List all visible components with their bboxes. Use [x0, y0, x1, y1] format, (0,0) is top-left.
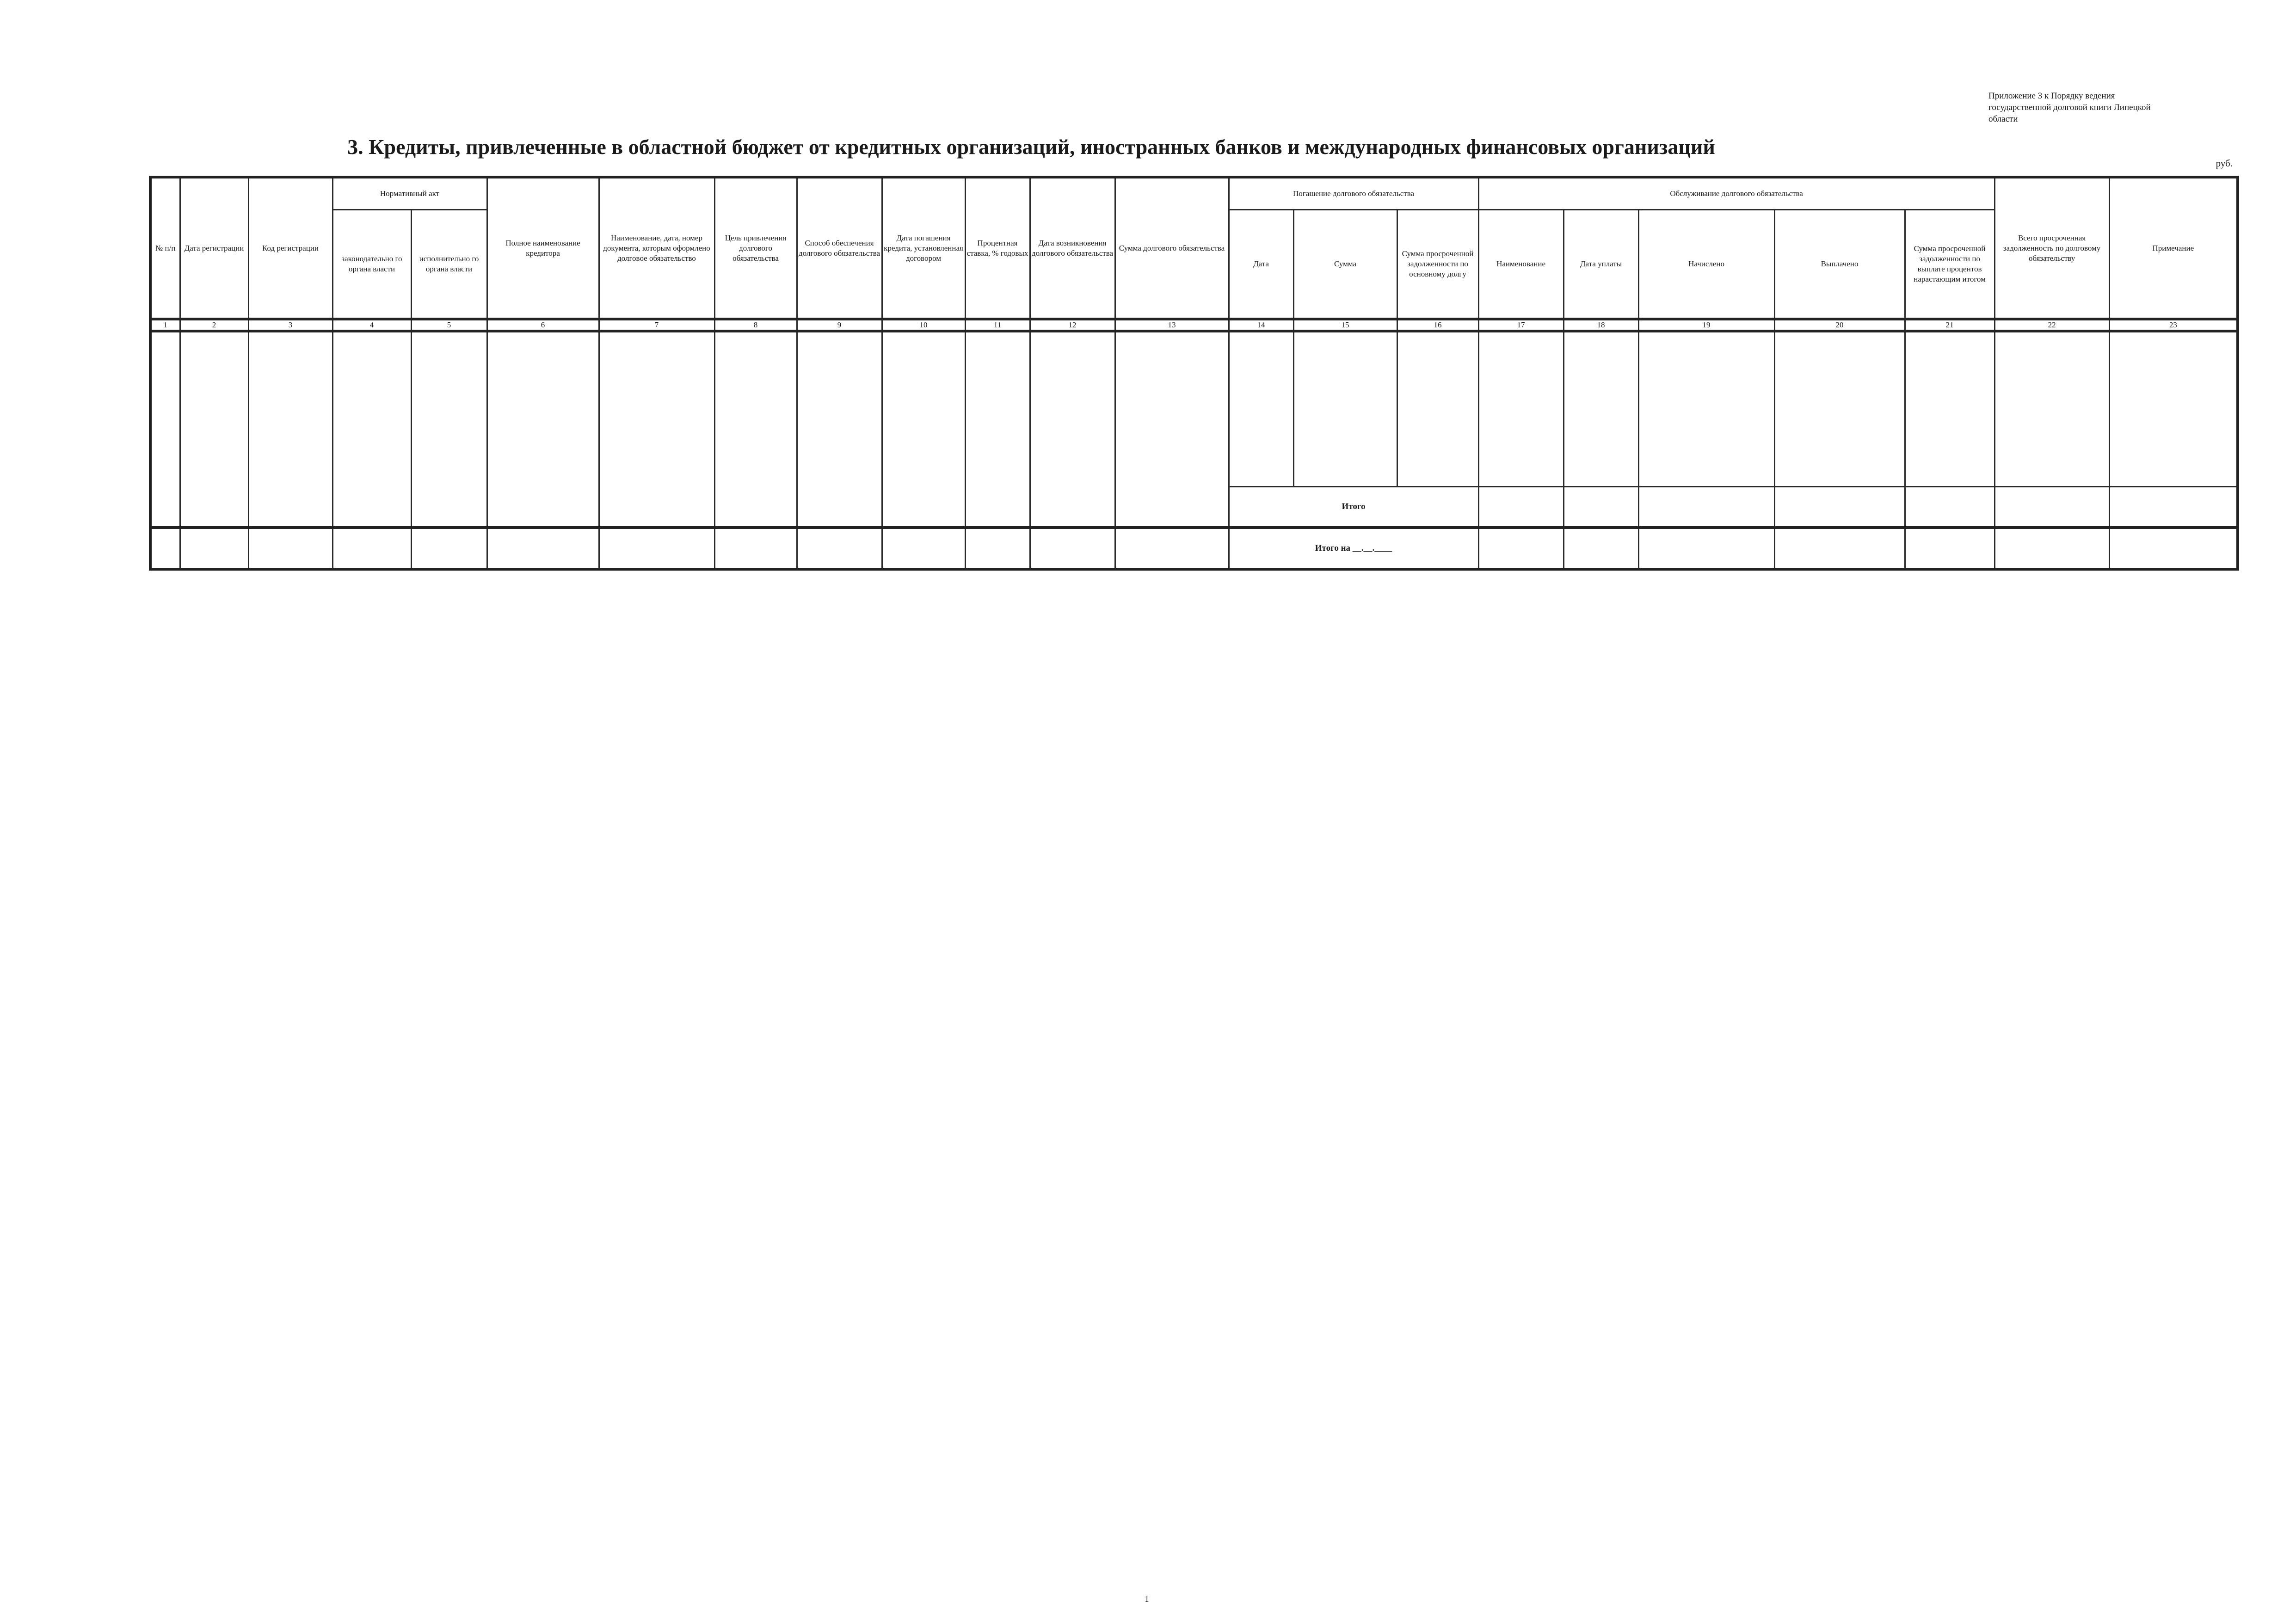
table-cell [1994, 487, 2109, 528]
table-cell [1563, 487, 1638, 528]
column-number: 7 [599, 319, 714, 331]
table-cell [1563, 331, 1638, 487]
header-security: Способ обеспечения долгового обязательства [797, 177, 882, 319]
table-cell [1638, 487, 1774, 528]
table-cell [180, 331, 248, 528]
header-repayment-sum: Сумма [1293, 210, 1397, 320]
column-number: 21 [1905, 319, 1994, 331]
table-cell [2109, 528, 2238, 569]
header-legislative: законодательно го органа власти [332, 210, 411, 320]
table-cell [411, 331, 487, 528]
column-number: 10 [882, 319, 965, 331]
header-repayment-date: Дата [1229, 210, 1293, 320]
table-cell [965, 528, 1030, 569]
itogo-na-label: Итого на __.__.____ [1229, 528, 1478, 569]
header-document: Наименование, дата, номер документа, которым оформлено долговое обязательство [599, 177, 714, 319]
itogo-na-row [150, 528, 2238, 569]
table-cell [714, 331, 797, 528]
column-number: 8 [714, 319, 797, 331]
column-number: 22 [1994, 319, 2109, 331]
header-service-paid: Выплачено [1774, 210, 1905, 320]
table-cell [1774, 331, 1905, 487]
table-cell [1905, 487, 1994, 528]
header-creditor: Полное наименование кредитора [487, 177, 599, 319]
column-number: 5 [411, 319, 487, 331]
table-cell [1478, 331, 1563, 487]
header-num: № п/п [150, 177, 180, 319]
table-cell [332, 528, 411, 569]
table-cell [487, 528, 599, 569]
table-cell [150, 528, 180, 569]
table-cell [1115, 331, 1229, 528]
table-cell [1638, 331, 1774, 487]
column-number: 4 [332, 319, 411, 331]
column-number: 6 [487, 319, 599, 331]
column-number: 20 [1774, 319, 1905, 331]
table-cell [1030, 331, 1115, 528]
table-cell [150, 331, 180, 528]
column-number: 3 [248, 319, 332, 331]
header-service-overdue: Сумма просроченной задолженности по выплате процентов нарастающим итогом [1905, 210, 1994, 320]
table-cell [248, 331, 332, 528]
table-cell [1994, 331, 2109, 487]
table-cell [1115, 528, 1229, 569]
table-cell [1229, 331, 1293, 487]
appendix-line-1: Приложение 3 к Порядку ведения [1988, 91, 2115, 101]
credits-register-table [149, 176, 2239, 571]
table-cell [2109, 487, 2238, 528]
header-service-group: Обслуживание долгового обязательства [1478, 177, 1994, 210]
header-repayment-overdue: Сумма просроченной задолженности по основному долгу [1397, 210, 1478, 320]
column-number: 12 [1030, 319, 1115, 331]
column-number: 19 [1638, 319, 1774, 331]
column-number: 15 [1293, 319, 1397, 331]
table-row [150, 331, 2238, 487]
column-number: 14 [1229, 319, 1293, 331]
table-cell [1774, 528, 1905, 569]
header-reg-code: Код регистрации [248, 177, 332, 319]
column-number: 13 [1115, 319, 1229, 331]
table-cell [882, 331, 965, 528]
table-cell [1774, 487, 1905, 528]
header-repay-date: Дата погашения кредита, установленная договором [882, 177, 965, 319]
table-cell [1030, 528, 1115, 569]
table-cell [599, 331, 714, 528]
header-total-overdue: Всего просроченная задолженность по долговому обязательству [1994, 177, 2109, 319]
currency-unit-label: руб. [2216, 158, 2233, 169]
header-origin-date: Дата возникновения долгового обязательства [1030, 177, 1115, 319]
table-cell [487, 331, 599, 528]
table-cell [797, 331, 882, 528]
header-reg-date: Дата регистрации [180, 177, 248, 319]
table-cell [1905, 528, 1994, 569]
table-cell [1293, 331, 1397, 487]
table-cell [797, 528, 882, 569]
appendix-note [1988, 90, 2229, 125]
table-cell [1638, 528, 1774, 569]
table-cell [1478, 487, 1563, 528]
table-cell [1994, 528, 2109, 569]
header-rate: Процентная ставка, % годовых [965, 177, 1030, 319]
column-number: 11 [965, 319, 1030, 331]
document-title: 3. Кредиты, привлеченные в областной бюджет от кредитных организаций, иностранных банков и международных финансовых организаций [347, 135, 1715, 159]
table-cell [248, 528, 332, 569]
table-cell [882, 528, 965, 569]
table-cell [714, 528, 797, 569]
column-number: 23 [2109, 319, 2238, 331]
itogo-label: Итого [1229, 487, 1478, 528]
header-service-accrued: Начислено [1638, 210, 1774, 320]
table-cell [2109, 331, 2238, 487]
header-service-pay-date: Дата уплаты [1563, 210, 1638, 320]
column-number: 18 [1563, 319, 1638, 331]
header-purpose: Цель привлечения долгового обязательства [714, 177, 797, 319]
column-number: 17 [1478, 319, 1563, 331]
table-cell [965, 331, 1030, 528]
column-number: 9 [797, 319, 882, 331]
header-repayment-group: Погашение долгового обязательства [1229, 177, 1478, 210]
appendix-line-2: государственной долговой книги Липецкой [1988, 103, 2151, 112]
table-cell [1397, 331, 1478, 487]
header-group-row [150, 177, 2238, 210]
column-number: 2 [180, 319, 248, 331]
table-cell [332, 331, 411, 528]
table-cell [1478, 528, 1563, 569]
table-cell [180, 528, 248, 569]
table-cell [1563, 528, 1638, 569]
header-service-name: Наименование [1478, 210, 1563, 320]
column-number: 16 [1397, 319, 1478, 331]
table-cell [599, 528, 714, 569]
header-debt-amount: Сумма долгового обязательства [1115, 177, 1229, 319]
table-cell [1905, 331, 1994, 487]
header-note: Примечание [2109, 177, 2238, 319]
page-number: 1 [1145, 1594, 1149, 1604]
table-cell [411, 528, 487, 569]
appendix-line-3: области [1988, 114, 2018, 124]
header-executive: исполнительно го органа власти [411, 210, 487, 320]
column-number-row [150, 319, 2238, 331]
header-normative-act: Нормативный акт [332, 177, 487, 210]
column-number: 1 [150, 319, 180, 331]
